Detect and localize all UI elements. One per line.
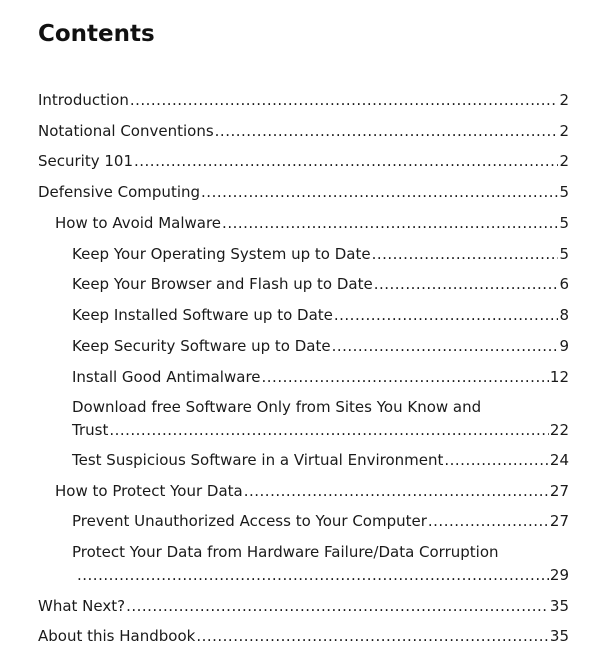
toc-page-number: 22 xyxy=(549,421,569,439)
toc-page-number: 12 xyxy=(549,368,569,386)
dot-leader xyxy=(130,90,559,110)
toc-entry-install-antimalware[interactable] xyxy=(72,367,569,387)
toc-entry-about-handbook[interactable] xyxy=(38,626,569,646)
dot-leader xyxy=(109,420,549,440)
toc-entry-label: Introduction xyxy=(38,91,129,109)
toc-page-number: 29 xyxy=(549,566,569,584)
toc-page-number: 2 xyxy=(559,152,569,170)
toc-entry-label: What Next? xyxy=(38,597,126,615)
dot-leader xyxy=(332,336,559,356)
toc-entry-defensive-computing[interactable] xyxy=(38,182,569,202)
toc-page-number: 35 xyxy=(549,597,569,615)
toc-page-number: 5 xyxy=(559,183,569,201)
dot-leader xyxy=(77,565,549,585)
toc-page-number: 8 xyxy=(559,306,569,324)
toc-entry-label-line1: Download free Software Only from Sites You Know and xyxy=(72,398,482,416)
toc-page-number: 27 xyxy=(549,482,569,500)
toc-page-number: 9 xyxy=(559,337,569,355)
toc-page-number: 2 xyxy=(559,122,569,140)
toc-entry-label: How to Protect Your Data xyxy=(55,482,243,500)
toc-entry-label: Test Suspicious Software in a Virtual Environment xyxy=(72,451,444,469)
toc-page-number: 24 xyxy=(549,451,569,469)
toc-entry-label: How to Avoid Malware xyxy=(55,214,222,232)
dot-leader xyxy=(215,121,559,141)
dot-leader xyxy=(334,305,559,325)
toc-page-number: 2 xyxy=(559,91,569,109)
toc-entry-avoid-malware[interactable] xyxy=(55,213,569,233)
toc-entry-protect-data[interactable] xyxy=(55,481,569,501)
toc-entry-virtual-environment[interactable] xyxy=(72,450,569,470)
dot-leader xyxy=(244,481,549,501)
toc-entry-label: Install Good Antimalware xyxy=(72,368,261,386)
toc-page-number: 35 xyxy=(549,627,569,645)
toc-entry-hardware-failure[interactable] xyxy=(72,542,569,585)
toc-entry-security-101[interactable] xyxy=(38,151,569,171)
toc-entry-update-browser-flash[interactable] xyxy=(72,274,569,294)
toc-entry-label: Defensive Computing xyxy=(38,183,201,201)
toc-page-number: 6 xyxy=(559,275,569,293)
dot-leader xyxy=(374,274,559,294)
toc-entry-update-os[interactable] xyxy=(72,244,569,264)
toc-entry-label-line1: Protect Your Data from Hardware Failure/Data Corruption xyxy=(72,543,499,561)
toc-entry-update-security-software[interactable] xyxy=(72,336,569,356)
toc-entry-label: Keep Your Browser and Flash up to Date xyxy=(72,275,373,293)
toc-entry-what-next[interactable] xyxy=(38,596,569,616)
toc-entry-label: Notational Conventions xyxy=(38,122,214,140)
toc-entry-label: Security 101 xyxy=(38,152,133,170)
dot-leader xyxy=(134,151,558,171)
dot-leader xyxy=(372,244,559,264)
page-title: Contents xyxy=(38,21,155,47)
toc-entry-introduction[interactable] xyxy=(38,90,569,110)
toc-entry-update-installed-software[interactable] xyxy=(72,305,569,325)
toc-entry-label: Keep Security Software up to Date xyxy=(72,337,331,355)
dot-leader xyxy=(444,450,549,470)
toc-page-number: 5 xyxy=(559,214,569,232)
toc-entry-download-trusted-sites[interactable] xyxy=(72,397,569,440)
toc-entry-label: About this Handbook xyxy=(38,627,196,645)
dot-leader xyxy=(262,367,549,387)
dot-leader xyxy=(428,511,549,531)
toc-entry-label: Keep Installed Software up to Date xyxy=(72,306,333,324)
toc-entry-label-line2: Trust xyxy=(72,421,109,439)
dot-leader xyxy=(196,626,549,646)
toc-page-number: 5 xyxy=(559,245,569,263)
dot-leader xyxy=(222,213,558,233)
dot-leader xyxy=(201,182,558,202)
toc-entry-label: Keep Your Operating System up to Date xyxy=(72,245,371,263)
toc-entry-label: Prevent Unauthorized Access to Your Computer xyxy=(72,512,427,530)
toc-entry-prevent-unauthorized-access[interactable] xyxy=(72,511,569,531)
dot-leader xyxy=(126,596,549,616)
toc-page-number: 27 xyxy=(549,512,569,530)
toc-entry-notational-conventions[interactable] xyxy=(38,121,569,141)
